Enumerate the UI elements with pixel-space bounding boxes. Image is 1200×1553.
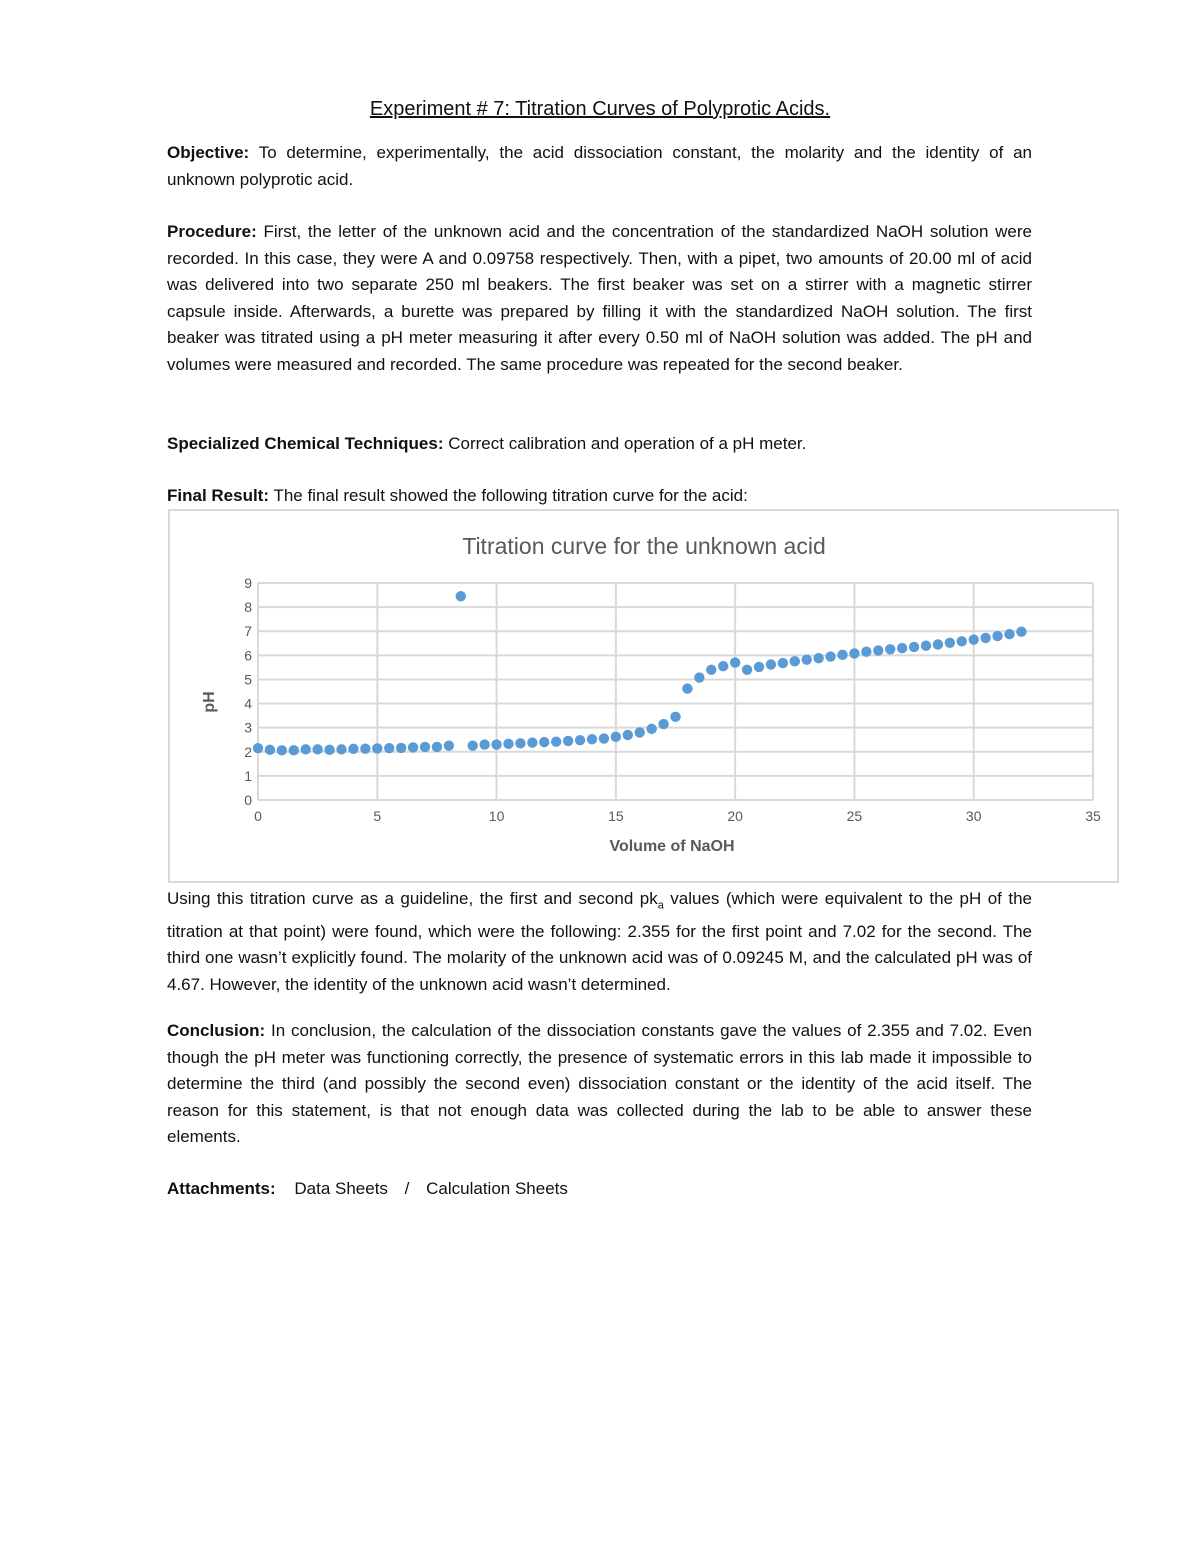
data-point: [408, 742, 418, 752]
data-point: [658, 719, 668, 729]
attachments-label: Attachments:: [167, 1179, 276, 1198]
data-point: [861, 647, 871, 657]
data-point: [515, 738, 525, 748]
data-point: [563, 736, 573, 746]
data-point: [277, 745, 287, 755]
pka-subscript: a: [657, 899, 664, 912]
procedure-label: Procedure:: [167, 222, 257, 241]
attachment-data-sheets: Data Sheets: [294, 1179, 388, 1198]
data-point: [611, 732, 621, 742]
data-point: [444, 741, 454, 751]
techniques-text: Correct calibration and operation of a pH meter.: [448, 434, 807, 453]
techniques-paragraph: [167, 431, 1032, 458]
data-point: [587, 734, 597, 744]
data-point: [802, 654, 812, 664]
attachments-separator: /: [404, 1179, 410, 1198]
data-point: [945, 638, 955, 648]
data-point: [825, 651, 835, 661]
chart-x-axis-label: Volume of NaOH: [609, 838, 735, 855]
data-point: [599, 733, 609, 743]
conclusion-paragraph: [167, 1018, 1032, 1151]
data-point: [539, 737, 549, 747]
chart-data-points: [253, 591, 1027, 755]
data-point: [742, 665, 752, 675]
data-point: [778, 658, 788, 668]
y-tick-label: 0: [244, 792, 252, 808]
y-tick-label: 2: [244, 743, 252, 760]
objective-paragraph: [167, 140, 1032, 193]
data-point: [754, 662, 764, 672]
data-point: [813, 653, 823, 663]
data-point: [646, 724, 656, 734]
data-point: [897, 643, 907, 653]
data-point: [372, 743, 382, 753]
final-result-text: The final result showed the following titration curve for the acid:: [273, 486, 748, 505]
data-point: [885, 644, 895, 654]
data-point: [790, 656, 800, 666]
y-tick-label: 5: [244, 671, 252, 688]
y-tick-label: 3: [244, 719, 252, 736]
data-point: [503, 739, 513, 749]
x-tick-label: 15: [608, 808, 624, 824]
techniques-label: Specialized Chemical Techniques:: [167, 434, 444, 453]
y-tick-label: 1: [244, 767, 252, 784]
data-point: [909, 642, 919, 652]
x-tick-label: 35: [1085, 808, 1101, 824]
data-point: [969, 634, 979, 644]
x-tick-label: 25: [846, 808, 863, 824]
data-point: [718, 661, 728, 671]
conclusion-text: In conclusion, the calculation of the dissociation constants gave the values of 2.355 and 7.02. Even though the pH meter was functioning correctly, the presence of systematic errors in this lab made it impossible to determine the third (and possibly the second even) dissociation constant or the identity of the acid itself. The reason for this statement, is that not enough data was collected during the lab to be able to answer these elements.: [167, 1021, 1032, 1146]
data-point: [837, 650, 847, 660]
data-point: [348, 744, 358, 754]
data-point: [623, 730, 633, 740]
y-tick-label: 8: [244, 599, 252, 616]
data-point: [396, 743, 406, 753]
y-tick-label: 6: [244, 647, 252, 664]
data-point: [849, 648, 859, 658]
page-title: Experiment # 7: Titration Curves of Polyprotic Acids.: [369, 98, 831, 120]
data-point: [694, 672, 704, 682]
final-result-paragraph: [167, 483, 1032, 510]
data-point: [706, 665, 716, 675]
x-tick-label: 10: [488, 808, 505, 824]
final-result-label: Final Result:: [167, 486, 270, 505]
data-point: [312, 744, 322, 754]
objective-label: Objective:: [167, 143, 250, 162]
y-tick-label: 7: [244, 623, 252, 640]
chart-title: Titration curve for the unknown acid: [462, 533, 826, 559]
chart-grid: [258, 583, 1093, 800]
results-text-a: Using this titration curve as a guideline, the first and second pk: [167, 889, 658, 908]
data-point: [551, 736, 561, 746]
results-text-b: values (which were equivalent to the pH of the titration at that point) were found, which were the following: 2.355 for the first point and 7.02 for the second. The third one wasn’t explicitly found. The molarity of the unknown acid was of 0.09245 M, and the calculated pH was of 4.67. However, the identity of the unknown acid wasn’t determined.: [167, 889, 1032, 994]
data-point: [670, 712, 680, 722]
data-point: [980, 633, 990, 643]
data-point: [265, 745, 275, 755]
conclusion-label: Conclusion:: [167, 1021, 266, 1040]
data-point: [730, 657, 740, 667]
data-point: [921, 640, 931, 650]
data-point: [289, 745, 299, 755]
x-tick-label: 30: [965, 808, 982, 824]
data-point: [682, 683, 692, 693]
data-point: [527, 737, 537, 747]
x-tick-label: 20: [727, 808, 743, 824]
data-point: [253, 743, 263, 753]
data-point: [575, 735, 585, 745]
data-point: [432, 742, 442, 752]
procedure-text: First, the letter of the unknown acid and the concentration of the standardized NaOH solution were recorded. In this case, they were A and 0.09758 respectively. Then, with a pipet, two amounts of 20.00 ml of acid was delivered into two separate 250 ml beakers. The first beaker was set on a stirrer with a magnetic stirrer capsule inside. Afterwards, a burette was prepared by filling it with the standardized NaOH solution. The first beaker was titrated using a pH meter measuring it after every 0.50 ml of NaOH solution was added. The pH and volumes were measured and recorded. The same procedure was repeated for the second beaker.: [167, 222, 1032, 374]
data-point: [324, 745, 334, 755]
data-point: [491, 739, 501, 749]
data-point: [420, 742, 430, 752]
results-paragraph: [167, 886, 1032, 998]
data-point: [384, 743, 394, 753]
data-point: [1016, 627, 1026, 637]
data-point: [873, 645, 883, 655]
objective-text: To determine, experimentally, the acid dissociation constant, the molarity and the identity of an unknown polyprotic acid.: [167, 143, 1032, 189]
data-point: [1004, 629, 1014, 639]
data-point: [360, 743, 370, 753]
data-point: [336, 744, 346, 754]
data-point: [301, 744, 311, 754]
data-point: [479, 739, 489, 749]
data-point: [635, 727, 645, 737]
data-point: [957, 636, 967, 646]
data-point: [992, 631, 1002, 641]
x-tick-label: 5: [373, 808, 382, 824]
y-tick-label: 9: [244, 575, 252, 591]
titration-chart-svg: [170, 511, 1121, 885]
attachment-calculation-sheets: Calculation Sheets: [426, 1179, 568, 1198]
data-point: [468, 741, 478, 751]
attachments-line: [167, 1176, 568, 1202]
procedure-paragraph: [167, 219, 1032, 378]
data-point: [456, 591, 466, 601]
data-point: [933, 639, 943, 649]
chart-y-axis-label: pH: [201, 691, 218, 713]
titration-chart: [168, 509, 1119, 883]
data-point: [766, 659, 776, 669]
x-tick-label: 0: [254, 808, 262, 824]
y-tick-label: 4: [244, 695, 252, 712]
chart-tick-labels: [244, 575, 1101, 824]
